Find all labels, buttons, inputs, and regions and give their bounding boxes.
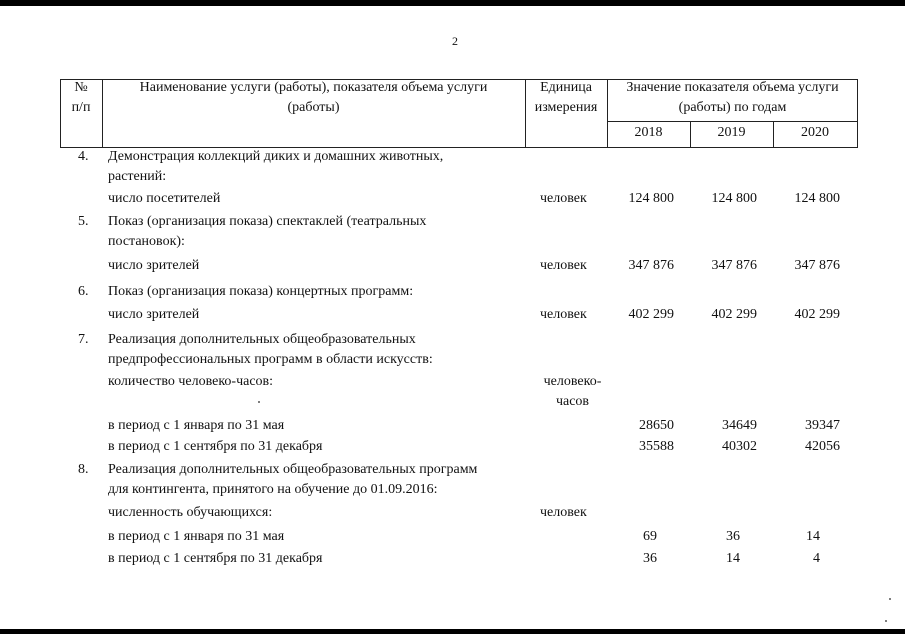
- value-2018: 36: [643, 551, 657, 566]
- row-title: Демонстрация коллекций диких и домашних животных,: [108, 149, 444, 164]
- row-title: Реализация дополнительных общеобразовательных программ: [108, 462, 478, 477]
- row-number: 7.: [78, 332, 89, 347]
- row-indicator: число посетителей: [108, 191, 221, 206]
- value-2018: 402 299: [628, 307, 674, 322]
- row-indicator: число зрителей: [108, 307, 200, 322]
- years-divider: [607, 121, 858, 122]
- top-scan-border: [0, 0, 905, 6]
- col-value-header-1: Значение показателя объема услуги: [626, 80, 839, 95]
- row-number: 4.: [78, 149, 89, 164]
- row-unit: человек: [540, 307, 587, 322]
- col-value-header-2: (работы) по годам: [678, 100, 787, 115]
- value-2020: 4: [813, 551, 820, 566]
- value-2020: 124 800: [794, 191, 840, 206]
- row-unit: человек: [540, 258, 587, 273]
- value-2019: 402 299: [711, 307, 757, 322]
- value-2018: 69: [643, 529, 657, 544]
- row-number: 5.: [78, 214, 89, 229]
- row-number: 8.: [78, 462, 89, 477]
- value-2019: 347 876: [711, 258, 757, 273]
- value-2018: 28650: [639, 418, 674, 433]
- row-title: Показ (организация показа) концертных программ:: [108, 284, 414, 299]
- value-2019: 36: [726, 529, 740, 544]
- value-2019: 14: [726, 551, 740, 566]
- value-2020: 347 876: [794, 258, 840, 273]
- bottom-scan-border: [0, 629, 905, 634]
- value-2019: 124 800: [711, 191, 757, 206]
- period-label: в период с 1 января по 31 мая: [108, 529, 285, 544]
- value-2020: 402 299: [794, 307, 840, 322]
- period-label: в период с 1 сентября по 31 декабря: [108, 551, 323, 566]
- value-2018: 347 876: [628, 258, 674, 273]
- row-indicator: число зрителей: [108, 258, 200, 273]
- row-title: Показ (организация показа) спектаклей (театральных: [108, 214, 427, 229]
- row-title: Реализация дополнительных общеобразовательных: [108, 332, 416, 347]
- value-2020: 14: [806, 529, 820, 544]
- scan-speck: [885, 620, 887, 622]
- scan-speck: [258, 401, 260, 403]
- col-num-header-1: №: [74, 80, 88, 95]
- row-unit: человеко-: [543, 374, 602, 389]
- period-label: в период с 1 января по 31 мая: [108, 418, 285, 433]
- col-unit-header-2: измерения: [534, 100, 598, 115]
- row-title: растений:: [108, 169, 167, 184]
- page-number: 2: [452, 34, 458, 48]
- value-2018: 124 800: [628, 191, 674, 206]
- row-unit: человек: [540, 191, 587, 206]
- year-2018: 2018: [634, 125, 663, 140]
- col-name-header-2: (работы): [287, 100, 340, 115]
- row-number: 6.: [78, 284, 89, 299]
- value-2020: 39347: [805, 418, 840, 433]
- year-2020: 2020: [801, 125, 829, 140]
- col-unit-header-1: Единица: [540, 80, 592, 95]
- row-unit: часов: [555, 394, 590, 409]
- year-2019: 2019: [717, 125, 746, 140]
- period-label: в период с 1 сентября по 31 декабря: [108, 439, 323, 454]
- row-title: для контингента, принятого на обучение до 01.09.2016:: [108, 482, 438, 497]
- value-2020: 42056: [805, 439, 840, 454]
- col-name-header-1: Наименование услуги (работы), показателя объема услуги: [139, 80, 488, 95]
- value-2018: 35588: [639, 439, 674, 454]
- row-indicator: количество человеко-часов:: [108, 374, 274, 389]
- value-2019: 34649: [722, 418, 757, 433]
- scan-speck: [889, 598, 891, 600]
- value-2019: 40302: [722, 439, 757, 454]
- row-indicator: численность обучающихся:: [108, 505, 273, 520]
- col-num-header-2: п/п: [71, 100, 91, 115]
- row-title: постановок):: [108, 234, 185, 249]
- row-title: предпрофессиональных программ в области искусств:: [108, 352, 433, 367]
- row-unit: человек: [540, 505, 587, 520]
